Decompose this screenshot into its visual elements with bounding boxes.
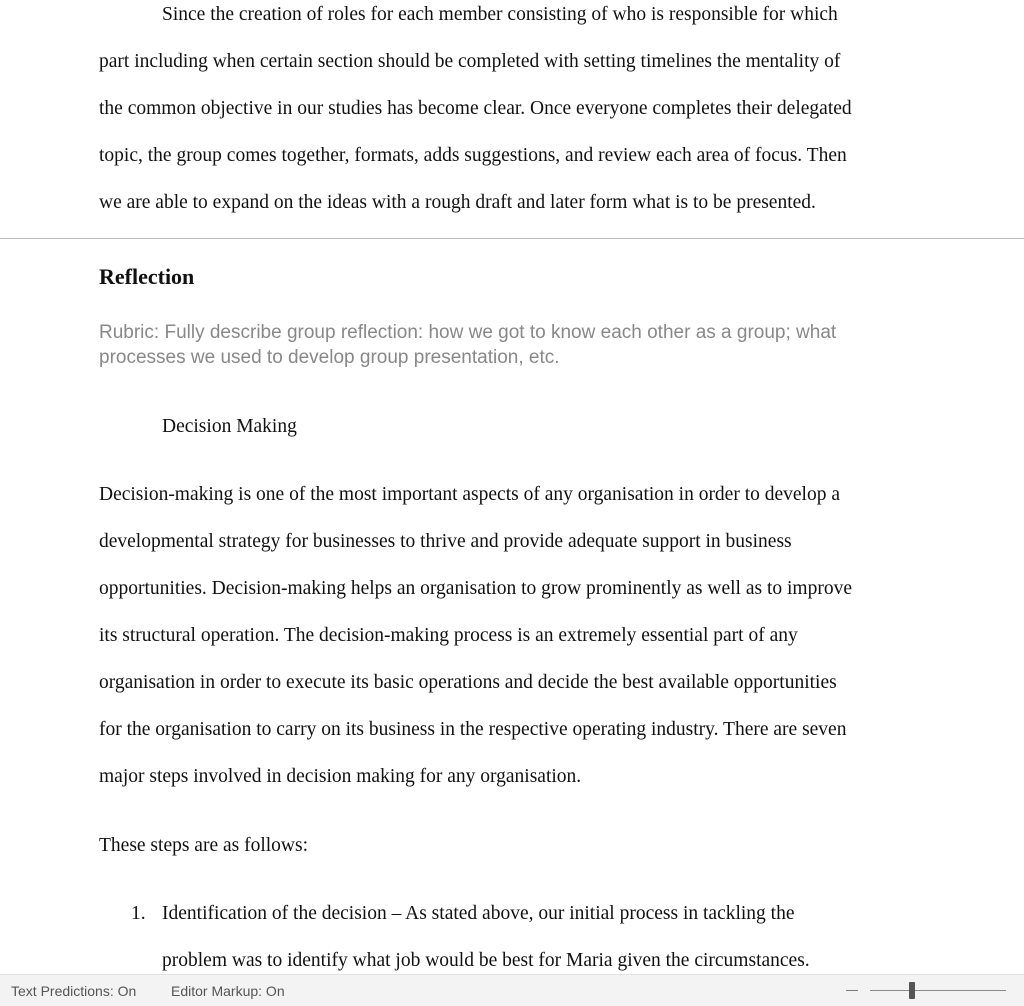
list-number: 1. <box>131 903 146 924</box>
zoom-slider-thumb[interactable] <box>909 982 915 999</box>
page-break-divider <box>0 238 1024 239</box>
paragraph-line: its structural operation. The decision-making process is an extremely essential part of any <box>99 625 798 646</box>
editor-markup-status[interactable]: Editor Markup: On <box>171 983 285 999</box>
paragraph-line: developmental strategy for businesses to thrive and provide adequate support in business <box>99 531 792 552</box>
text-predictions-status[interactable]: Text Predictions: On <box>11 983 137 999</box>
list-item-line: problem was to identify what job would be best for Maria given the circumstances. <box>162 950 810 971</box>
steps-intro: These steps are as follows: <box>99 835 309 856</box>
paragraph-line: Since the creation of roles for each member consisting of who is responsible for which <box>162 4 838 25</box>
rubric-line: processes we used to develop group presentation, etc. <box>99 347 560 368</box>
zoom-out-icon[interactable] <box>846 990 858 991</box>
paragraph-line: major steps involved in decision making for any organisation. <box>99 766 582 787</box>
decision-making-subheading: Decision Making <box>162 416 297 437</box>
zoom-slider-track[interactable] <box>870 990 1006 991</box>
status-bar <box>0 974 1024 1006</box>
paragraph-line: the common objective in our studies has become clear. Once everyone completes their delegated <box>99 98 852 119</box>
paragraph-line: opportunities. Decision-making helps an organisation to grow prominently as well as to improve <box>99 578 852 599</box>
paragraph-line: part including when certain section should be completed with setting timelines the mentality of <box>99 51 841 72</box>
paragraph-line: organisation in order to execute its basic operations and decide the best available opportunities <box>99 672 837 693</box>
paragraph-line: we are able to expand on the ideas with a rough draft and later form what is to be presented. <box>99 192 816 213</box>
list-item-line: Identification of the decision – As stated above, our initial process in tackling the <box>162 903 795 924</box>
paragraph-line: topic, the group comes together, formats, adds suggestions, and review each area of focus. Then <box>99 145 847 166</box>
paragraph-line: for the organisation to carry on its business in the respective operating industry. There are seven <box>99 719 847 740</box>
reflection-heading: Reflection <box>99 264 195 289</box>
paragraph-line: Decision-making is one of the most important aspects of any organisation in order to develop a <box>99 484 841 505</box>
rubric-line: Rubric: Fully describe group reflection: how we got to know each other as a group; what <box>99 322 837 343</box>
